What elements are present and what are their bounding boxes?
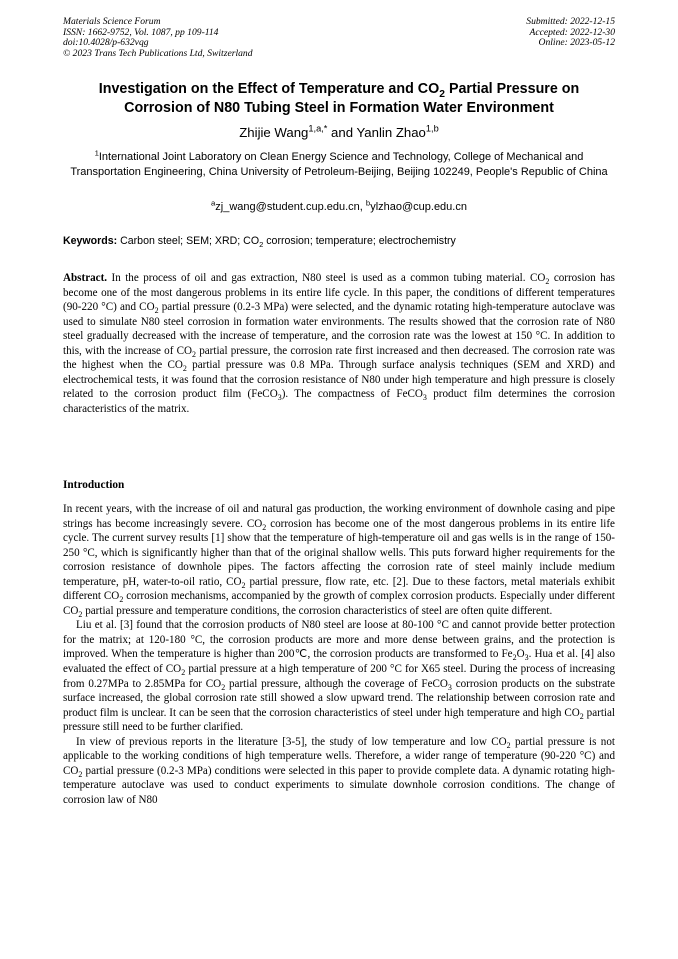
- journal-copyright: © 2023 Trans Tech Publications Ltd, Switzerland: [63, 47, 253, 59]
- author-name: Yanlin Zhao: [356, 125, 426, 140]
- paper-title: Investigation on the Effect of Temperature and $CO_2$ Partial Pressure on Corrosion of N80 Tubing Steel in Formation Water Environment: [98, 81, 580, 116]
- introduction-body: [63, 502, 615, 807]
- introduction-heading: Introduction: [63, 479, 125, 491]
- email-link[interactable]: zj_wang@student.cup.edu.cn: [215, 201, 360, 213]
- online-date: Online: 2023-05-12: [538, 37, 615, 48]
- journal-issn: ISSN: 1662-9752, Vol. 1087, pp 109-114: [63, 26, 219, 38]
- author-emails: $^a$zj_wang@student.cup.edu.cn, $^b$ylzhao@cup.edu.cn: [211, 198, 467, 213]
- affiliation: $^1$International Joint Laboratory on Clean Energy Science and Technology, College of Mechanical and Transportation Engineering, China University of Petroleum-Beijing, Beijing 102249, People's Republic of China: [70, 148, 608, 178]
- abstract: Abstract. In the process of oil and gas extraction, N80 steel is used as a common tubing material. $CO_2$ corrosion has become one of the most dangerous problems in its entire life cycle. In this paper, the conditions of different temperatures (90-220 °C) and $CO_2$ partial pressure (0.2-3 MPa) were selected, and the dynamic rotating high-temperature autoclave was used to simulate N80 steel corrosion in formation water environments. The results showed that the corrosion rate of N80 steel gradually decreased with the increase of temperature, and the corrosion rate was the lowest at 150 °C. In addition to this, with the increase of $CO_2$ partial pressure, the corrosion rate first increased and then decreased. The corrosion rate was the highest when the $CO_2$ partial pressure was 0.8 MPa. Through surface analysis techniques (SEM and XRD) and electrochemical tests, it was found that the corrosion resistance of N80 under high temperature and high pressure is closely related to the corrosion product film (FeCO$_3$). The compactness of FeCO$_3$ product film determines the corrosion characteristics of the matrix.: [63, 272, 616, 415]
- email-link[interactable]: ylzhao@cup.edu.cn: [370, 201, 467, 213]
- keywords: Keywords: Carbon steel; SEM; XRD; $CO_2$ corrosion; temperature; electrochemistry: [63, 235, 456, 250]
- accepted-date: Accepted: 2022-12-30: [529, 26, 615, 38]
- journal-header: [63, 17, 253, 59]
- keywords-label: Keywords:: [63, 235, 118, 247]
- paragraph: In recent years, with the increase of oil and natural gas production, the working environment of downhole casing and pipe strings has become increasingly severe. $CO_2$ corrosion has become one of the most dangerous problems in its entire life cycle. The current survey results [1] show that the temperature of high-temperature oil and gas wells is in the range of 150-250 °C, which is significantly higher than that of the original shallow wells. This puts forward higher requirements for the corrosion resistance of downhole pipes. The factors affecting the corrosion rate of steel mainly include medium temperature, pH, water-to-oil ratio, $CO_2$ partial pressure, flow rate, etc. [2]. Due to these factors, metal materials exhibit different $CO_2$ corrosion mechanisms, accompanied by the growth of complex corrosion products. Especially under different $CO_2$ partial pressure and temperature conditions, the corrosion characteristics of steel are often quite different.: [63, 503, 615, 620]
- journal-name: Materials Science Forum: [63, 16, 161, 27]
- dates-header: [526, 17, 615, 49]
- paragraph: Liu et al. [3] found that the corrosion products of N80 steel are loose at 80-100 °C and cannot provide better protection for the matrix; at 120-180 °C, the corrosion products are more and more dense between grains, and the protection is improved. When the temperature is higher than 200℃, the corrosion products are transformed to $Fe_2O_3$. Hua et al. [4] also evaluated the effect of $CO_2$ partial pressure at a high temperature of 200 °C for X65 steel. During the process of increasing from 0.27MPa to 2.85MPa for $CO_2$ partial pressure, although the coverage of FeCO$_3$ corrosion products on the substrate surface increased, the global corrosion rate still showed a slow upward trend. The relationship between corrosion rate and product film is unclear. It can be seen that the corrosion characteristics of steel under high temperature and high $CO_2$ partial pressure still need to be further clarified.: [63, 619, 616, 734]
- paragraph: In view of previous reports in the literature [3-5], the study of low temperature and low $CO_2$ partial pressure is not applicable to the working conditions of high temperature wells. Therefore, a wider range of temperature (90-220 °C) and $CO_2$ partial pressure (0.2-3 MPa) conditions were selected in this paper to provide complete data. A dynamic rotating high-temperature autoclave was used to conduct experiments to simulate downhole corrosion conditions. The change of corrosion law of N80: [63, 735, 615, 806]
- author-list: Zhijie Wang$^{1,a,*}$ and Yanlin Zhao$^{1,b}$: [239, 123, 439, 140]
- abstract-label: Abstract.: [63, 272, 108, 284]
- author-name: Zhijie Wang: [239, 125, 309, 140]
- submitted-date: Submitted: 2022-12-15: [526, 16, 615, 27]
- journal-doi[interactable]: doi:10.4028/p-632vqg: [63, 37, 149, 48]
